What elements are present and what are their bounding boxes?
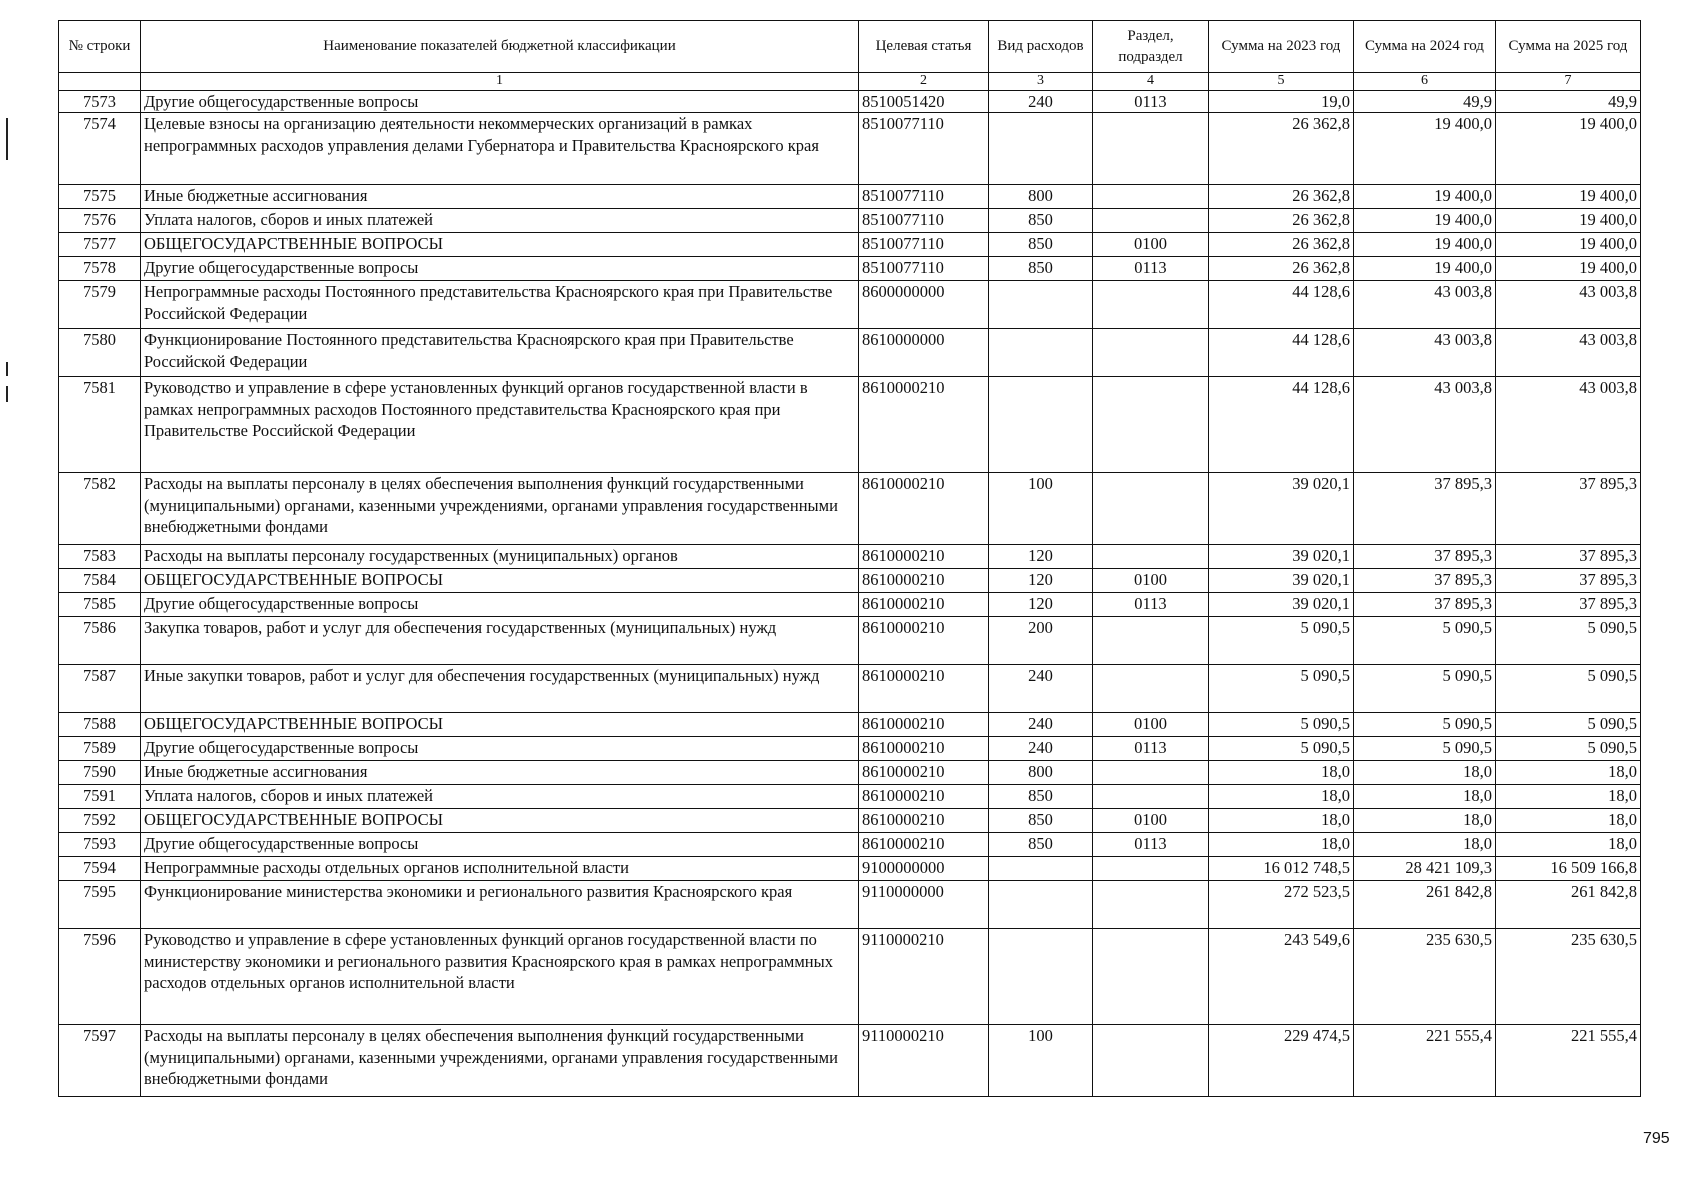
sum-2024-cell: 37 895,3 [1354,545,1496,569]
expense-type-cell: 240 [989,713,1093,737]
indicator-name-cell: Целевые взносы на организацию деятельности некоммерческих организаций в рамках непрограммных расходов управления делами Губернатора и Правительства Красноярского края [141,113,859,185]
indicator-name-cell: Руководство и управление в сфере установленных функций органов государственной власти в рамках непрограммных расходов Постоянного представительства Красноярского края при Правительстве Российской Федерации [141,377,859,473]
section-subsection-cell [1093,785,1209,809]
expense-type-cell [989,113,1093,185]
sum-2025-cell: 261 842,8 [1496,881,1641,929]
header-indicator-name: Наименование показателей бюджетной классификации [141,21,859,73]
sum-2025-cell: 19 400,0 [1496,113,1641,185]
indicator-name-cell: ОБЩЕГОСУДАРСТВЕННЫЕ ВОПРОСЫ [141,713,859,737]
indicator-name-cell: Другие общегосударственные вопросы [141,91,859,113]
sum-2025-cell: 18,0 [1496,761,1641,785]
sum-2023-cell: 229 474,5 [1209,1025,1354,1097]
expense-type-cell [989,881,1093,929]
table-row [59,929,1641,1025]
indicator-name-cell: Руководство и управление в сфере установленных функций органов государственной власти по министерству экономики и регионального развития Красноярского края в рамках непрограммных расходов отдельных органов исполнительной власти [141,929,859,1025]
sum-2024-cell: 19 400,0 [1354,257,1496,281]
row-number-cell: 7577 [59,233,141,257]
sum-2024-cell: 43 003,8 [1354,281,1496,329]
section-subsection-cell [1093,209,1209,233]
target-article-cell: 8610000210 [859,545,989,569]
section-subsection-cell: 0100 [1093,809,1209,833]
indicator-name-cell: Непрограммные расходы Постоянного представительства Красноярского края при Правительстве Российской Федерации [141,281,859,329]
expense-type-cell [989,329,1093,377]
expense-type-cell: 850 [989,833,1093,857]
sum-2024-cell: 37 895,3 [1354,473,1496,545]
sum-2024-cell: 5 090,5 [1354,713,1496,737]
target-article-cell: 8610000210 [859,737,989,761]
sum-2024-cell: 18,0 [1354,833,1496,857]
expense-type-cell: 850 [989,233,1093,257]
sum-2024-cell: 221 555,4 [1354,1025,1496,1097]
sum-2024-cell: 18,0 [1354,761,1496,785]
expense-type-cell: 240 [989,737,1093,761]
row-number-cell: 7591 [59,785,141,809]
section-subsection-cell [1093,377,1209,473]
indicator-name-cell: ОБЩЕГОСУДАРСТВЕННЫЕ ВОПРОСЫ [141,233,859,257]
row-number-cell: 7578 [59,257,141,281]
sum-2025-cell: 18,0 [1496,785,1641,809]
sum-2025-cell: 37 895,3 [1496,473,1641,545]
target-article-cell: 8610000210 [859,377,989,473]
row-number-cell: 7590 [59,761,141,785]
row-number-cell: 7587 [59,665,141,713]
section-subsection-cell [1093,329,1209,377]
sum-2023-cell: 26 362,8 [1209,209,1354,233]
sum-2024-cell: 43 003,8 [1354,377,1496,473]
sum-2025-cell: 16 509 166,8 [1496,857,1641,881]
header-row-number: № строки [59,21,141,73]
section-subsection-cell [1093,857,1209,881]
target-article-cell: 8610000210 [859,665,989,713]
column-number: 4 [1093,73,1209,91]
expense-type-cell: 120 [989,545,1093,569]
sum-2023-cell: 18,0 [1209,809,1354,833]
sum-2025-cell: 5 090,5 [1496,617,1641,665]
sum-2025-cell: 43 003,8 [1496,329,1641,377]
section-subsection-cell: 0113 [1093,833,1209,857]
header-sum-2023: Сумма на 2023 год [1209,21,1354,73]
indicator-name-cell: Непрограммные расходы отдельных органов исполнительной власти [141,857,859,881]
sum-2025-cell: 49,9 [1496,91,1641,113]
row-number-cell: 7575 [59,185,141,209]
sum-2023-cell: 16 012 748,5 [1209,857,1354,881]
table-row [59,761,1641,785]
table-row [59,91,1641,113]
header-sum-2025: Сумма на 2025 год [1496,21,1641,73]
target-article-cell: 8610000210 [859,473,989,545]
table-row [59,377,1641,473]
section-subsection-cell: 0100 [1093,569,1209,593]
sum-2025-cell: 235 630,5 [1496,929,1641,1025]
expense-type-cell: 100 [989,1025,1093,1097]
section-subsection-cell [1093,1025,1209,1097]
target-article-cell: 8510077110 [859,257,989,281]
target-article-cell: 8510051420 [859,91,989,113]
table-row [59,209,1641,233]
row-number-cell: 7574 [59,113,141,185]
target-article-cell: 8610000000 [859,329,989,377]
row-number-cell: 7596 [59,929,141,1025]
sum-2023-cell: 39 020,1 [1209,593,1354,617]
sum-2025-cell: 37 895,3 [1496,545,1641,569]
sum-2023-cell: 18,0 [1209,761,1354,785]
row-number-cell: 7581 [59,377,141,473]
table-row [59,785,1641,809]
sum-2024-cell: 5 090,5 [1354,665,1496,713]
target-article-cell: 8510077110 [859,185,989,209]
row-number-cell: 7576 [59,209,141,233]
target-article-cell: 8510077110 [859,209,989,233]
table-row [59,665,1641,713]
target-article-cell: 8510077110 [859,233,989,257]
sum-2024-cell: 18,0 [1354,809,1496,833]
row-number-cell: 7573 [59,91,141,113]
table-row [59,113,1641,185]
table-row [59,593,1641,617]
header-sum-2024: Сумма на 2024 год [1354,21,1496,73]
sum-2024-cell: 19 400,0 [1354,233,1496,257]
expense-type-cell [989,377,1093,473]
expense-type-cell: 240 [989,91,1093,113]
budget-table [58,20,1641,1097]
sum-2024-cell: 5 090,5 [1354,617,1496,665]
section-subsection-cell: 0113 [1093,593,1209,617]
target-article-cell: 9100000000 [859,857,989,881]
indicator-name-cell: Иные закупки товаров, работ и услуг для обеспечения государственных (муниципальных) нужд [141,665,859,713]
table-header-row [59,21,1641,73]
indicator-name-cell: Расходы на выплаты персоналу в целях обеспечения выполнения функций государственными (муниципальными) органами, казенными учреждениями, органами управления государственными внебюджетными фондами [141,473,859,545]
target-article-cell: 9110000210 [859,929,989,1025]
table-row [59,881,1641,929]
row-number-cell: 7595 [59,881,141,929]
expense-type-cell: 200 [989,617,1093,665]
section-subsection-cell: 0100 [1093,713,1209,737]
sum-2023-cell: 272 523,5 [1209,881,1354,929]
column-number: 3 [989,73,1093,91]
sum-2025-cell: 19 400,0 [1496,233,1641,257]
sum-2024-cell: 43 003,8 [1354,329,1496,377]
section-subsection-cell [1093,281,1209,329]
table-row [59,545,1641,569]
expense-type-cell: 800 [989,185,1093,209]
column-number [59,73,141,91]
sum-2024-cell: 19 400,0 [1354,113,1496,185]
indicator-name-cell: Другие общегосударственные вопросы [141,737,859,761]
target-article-cell: 8610000210 [859,569,989,593]
sum-2023-cell: 26 362,8 [1209,185,1354,209]
table-row [59,473,1641,545]
sum-2023-cell: 26 362,8 [1209,233,1354,257]
table-row [59,257,1641,281]
sum-2023-cell: 44 128,6 [1209,281,1354,329]
table-row [59,833,1641,857]
table-row [59,569,1641,593]
indicator-name-cell: ОБЩЕГОСУДАРСТВЕННЫЕ ВОПРОСЫ [141,569,859,593]
target-article-cell: 8600000000 [859,281,989,329]
row-number-cell: 7592 [59,809,141,833]
row-number-cell: 7593 [59,833,141,857]
target-article-cell: 8510077110 [859,113,989,185]
sum-2024-cell: 19 400,0 [1354,209,1496,233]
expense-type-cell: 240 [989,665,1093,713]
row-number-cell: 7588 [59,713,141,737]
target-article-cell: 8610000210 [859,785,989,809]
page-number: 795 [1643,1130,1670,1147]
expense-type-cell [989,857,1093,881]
expense-type-cell: 850 [989,209,1093,233]
sum-2024-cell: 18,0 [1354,785,1496,809]
table-row [59,809,1641,833]
sum-2023-cell: 19,0 [1209,91,1354,113]
section-subsection-cell [1093,929,1209,1025]
indicator-name-cell: Функционирование Постоянного представительства Красноярского края при Правительстве Российской Федерации [141,329,859,377]
row-number-cell: 7584 [59,569,141,593]
sum-2025-cell: 37 895,3 [1496,593,1641,617]
sum-2023-cell: 44 128,6 [1209,329,1354,377]
section-subsection-cell: 0113 [1093,257,1209,281]
table-row [59,185,1641,209]
sum-2024-cell: 37 895,3 [1354,569,1496,593]
sum-2023-cell: 5 090,5 [1209,713,1354,737]
sum-2025-cell: 5 090,5 [1496,665,1641,713]
section-subsection-cell [1093,473,1209,545]
indicator-name-cell: Уплата налогов, сборов и иных платежей [141,209,859,233]
row-number-cell: 7585 [59,593,141,617]
table-row [59,857,1641,881]
row-number-cell: 7589 [59,737,141,761]
sum-2025-cell: 37 895,3 [1496,569,1641,593]
column-number: 5 [1209,73,1354,91]
sum-2024-cell: 28 421 109,3 [1354,857,1496,881]
expense-type-cell: 800 [989,761,1093,785]
sum-2025-cell: 221 555,4 [1496,1025,1641,1097]
sum-2025-cell: 18,0 [1496,833,1641,857]
sum-2023-cell: 44 128,6 [1209,377,1354,473]
sum-2025-cell: 19 400,0 [1496,185,1641,209]
expense-type-cell: 100 [989,473,1093,545]
section-subsection-cell [1093,881,1209,929]
sum-2024-cell: 261 842,8 [1354,881,1496,929]
column-number: 2 [859,73,989,91]
section-subsection-cell [1093,185,1209,209]
sum-2025-cell: 5 090,5 [1496,737,1641,761]
table-row [59,329,1641,377]
sum-2023-cell: 39 020,1 [1209,569,1354,593]
indicator-name-cell: ОБЩЕГОСУДАРСТВЕННЫЕ ВОПРОСЫ [141,809,859,833]
indicator-name-cell: Уплата налогов, сборов и иных платежей [141,785,859,809]
column-number-row [59,73,1641,91]
indicator-name-cell: Функционирование министерства экономики и регионального развития Красноярского края [141,881,859,929]
sum-2025-cell: 19 400,0 [1496,257,1641,281]
budget-table-body [59,91,1641,1097]
row-number-cell: 7582 [59,473,141,545]
indicator-name-cell: Расходы на выплаты персоналу государственных (муниципальных) органов [141,545,859,569]
table-row [59,713,1641,737]
sum-2025-cell: 43 003,8 [1496,281,1641,329]
section-subsection-cell [1093,761,1209,785]
expense-type-cell: 850 [989,809,1093,833]
expense-type-cell: 120 [989,569,1093,593]
sum-2023-cell: 5 090,5 [1209,737,1354,761]
sum-2023-cell: 26 362,8 [1209,257,1354,281]
section-subsection-cell [1093,617,1209,665]
column-number: 6 [1354,73,1496,91]
indicator-name-cell: Иные бюджетные ассигнования [141,761,859,785]
indicator-name-cell: Иные бюджетные ассигнования [141,185,859,209]
indicator-name-cell: Другие общегосударственные вопросы [141,257,859,281]
sum-2024-cell: 235 630,5 [1354,929,1496,1025]
section-subsection-cell [1093,665,1209,713]
target-article-cell: 8610000210 [859,761,989,785]
sum-2025-cell: 19 400,0 [1496,209,1641,233]
row-number-cell: 7586 [59,617,141,665]
section-subsection-cell [1093,113,1209,185]
target-article-cell: 8610000210 [859,809,989,833]
expense-type-cell [989,281,1093,329]
target-article-cell: 8610000210 [859,713,989,737]
section-subsection-cell [1093,545,1209,569]
section-subsection-cell: 0113 [1093,737,1209,761]
sum-2023-cell: 243 549,6 [1209,929,1354,1025]
sum-2024-cell: 19 400,0 [1354,185,1496,209]
sum-2023-cell: 18,0 [1209,785,1354,809]
sum-2023-cell: 26 362,8 [1209,113,1354,185]
indicator-name-cell: Расходы на выплаты персоналу в целях обеспечения выполнения функций государственными (муниципальными) органами, казенными учреждениями, органами управления государственными внебюджетными фондами [141,1025,859,1097]
sum-2025-cell: 43 003,8 [1496,377,1641,473]
target-article-cell: 8610000210 [859,833,989,857]
sum-2024-cell: 5 090,5 [1354,737,1496,761]
scan-artifact-mark [6,118,8,160]
table-row [59,1025,1641,1097]
target-article-cell: 8610000210 [859,593,989,617]
expense-type-cell: 850 [989,257,1093,281]
target-article-cell: 9110000210 [859,1025,989,1097]
sum-2023-cell: 39 020,1 [1209,473,1354,545]
row-number-cell: 7580 [59,329,141,377]
table-row [59,281,1641,329]
row-number-cell: 7583 [59,545,141,569]
target-article-cell: 9110000000 [859,881,989,929]
sum-2023-cell: 18,0 [1209,833,1354,857]
section-subsection-cell: 0100 [1093,233,1209,257]
indicator-name-cell: Закупка товаров, работ и услуг для обеспечения государственных (муниципальных) нужд [141,617,859,665]
sum-2024-cell: 37 895,3 [1354,593,1496,617]
table-row [59,617,1641,665]
table-row [59,233,1641,257]
scan-artifact-mark [6,386,8,402]
sum-2023-cell: 5 090,5 [1209,617,1354,665]
sum-2023-cell: 39 020,1 [1209,545,1354,569]
column-number: 1 [141,73,859,91]
sum-2025-cell: 18,0 [1496,809,1641,833]
sum-2023-cell: 5 090,5 [1209,665,1354,713]
column-number: 7 [1496,73,1641,91]
scan-artifact-mark [6,362,8,376]
row-number-cell: 7597 [59,1025,141,1097]
expense-type-cell: 850 [989,785,1093,809]
target-article-cell: 8610000210 [859,617,989,665]
row-number-cell: 7579 [59,281,141,329]
header-target-article: Целевая статья [859,21,989,73]
indicator-name-cell: Другие общегосударственные вопросы [141,593,859,617]
row-number-cell: 7594 [59,857,141,881]
sum-2024-cell: 49,9 [1354,91,1496,113]
section-subsection-cell: 0113 [1093,91,1209,113]
sum-2025-cell: 5 090,5 [1496,713,1641,737]
expense-type-cell [989,929,1093,1025]
header-section-subsection: Раздел, подраздел [1093,21,1209,73]
expense-type-cell: 120 [989,593,1093,617]
table-row [59,737,1641,761]
header-expense-type: Вид расходов [989,21,1093,73]
indicator-name-cell: Другие общегосударственные вопросы [141,833,859,857]
